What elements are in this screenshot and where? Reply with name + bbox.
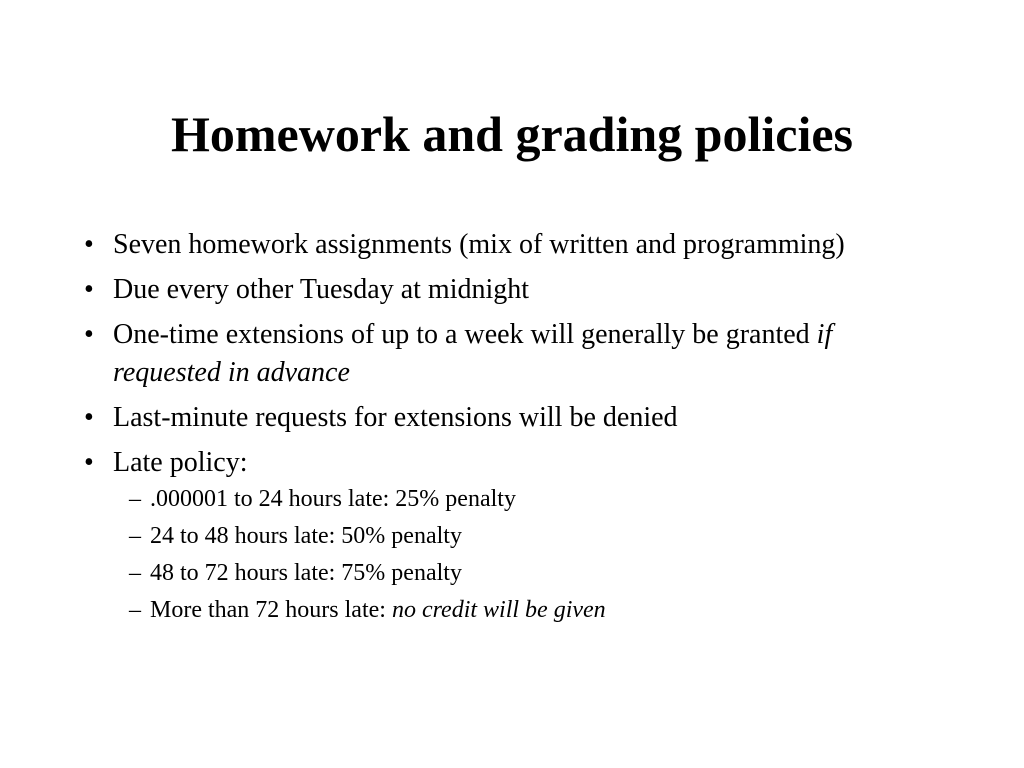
subbullet-item <box>113 521 884 551</box>
subbullet-item <box>113 484 884 514</box>
bullet-marker: • <box>84 274 94 305</box>
late-policy-list <box>113 484 884 625</box>
slide-title: Homework and grading policies <box>171 106 853 162</box>
bullet-item <box>84 399 884 437</box>
subbullet-item <box>113 595 884 625</box>
subbullet-text: .000001 to 24 hours late: 25% penalty <box>150 486 516 512</box>
bullet-item <box>84 271 884 309</box>
bullet-marker: • <box>84 447 94 478</box>
bullet-marker: • <box>84 319 94 350</box>
subbullet-text: More than 72 hours late: <box>150 597 392 623</box>
bullet-item-late-policy <box>84 444 884 625</box>
subbullet-emphasis: no credit will be given <box>391 597 606 623</box>
subbullet-text: 48 to 72 hours late: 75% penalty <box>150 560 462 586</box>
subbullet-marker: – <box>129 523 141 549</box>
bullet-emphasis: if requested in advance <box>113 319 833 388</box>
subbullet-marker: – <box>129 560 141 586</box>
bullet-text: Seven homework assignments (mix of written and programming) <box>113 229 845 260</box>
subbullet-item <box>113 558 884 588</box>
subbullet-marker: – <box>129 486 141 512</box>
bullet-item <box>84 316 884 392</box>
subbullet-text: 24 to 48 hours late: 50% penalty <box>150 523 462 549</box>
bullet-marker: • <box>84 402 94 433</box>
subbullet-marker: – <box>129 597 141 623</box>
bullet-text: Due every other Tuesday at midnight <box>113 274 530 305</box>
bullet-item <box>84 226 884 264</box>
bullet-list <box>84 226 884 632</box>
bullet-marker: • <box>84 229 94 260</box>
bullet-text: Last-minute requests for extensions will be denied <box>113 402 678 433</box>
bullet-text: One-time extensions of up to a week will generally be granted <box>113 319 817 350</box>
bullet-text: Late policy: <box>113 447 248 478</box>
